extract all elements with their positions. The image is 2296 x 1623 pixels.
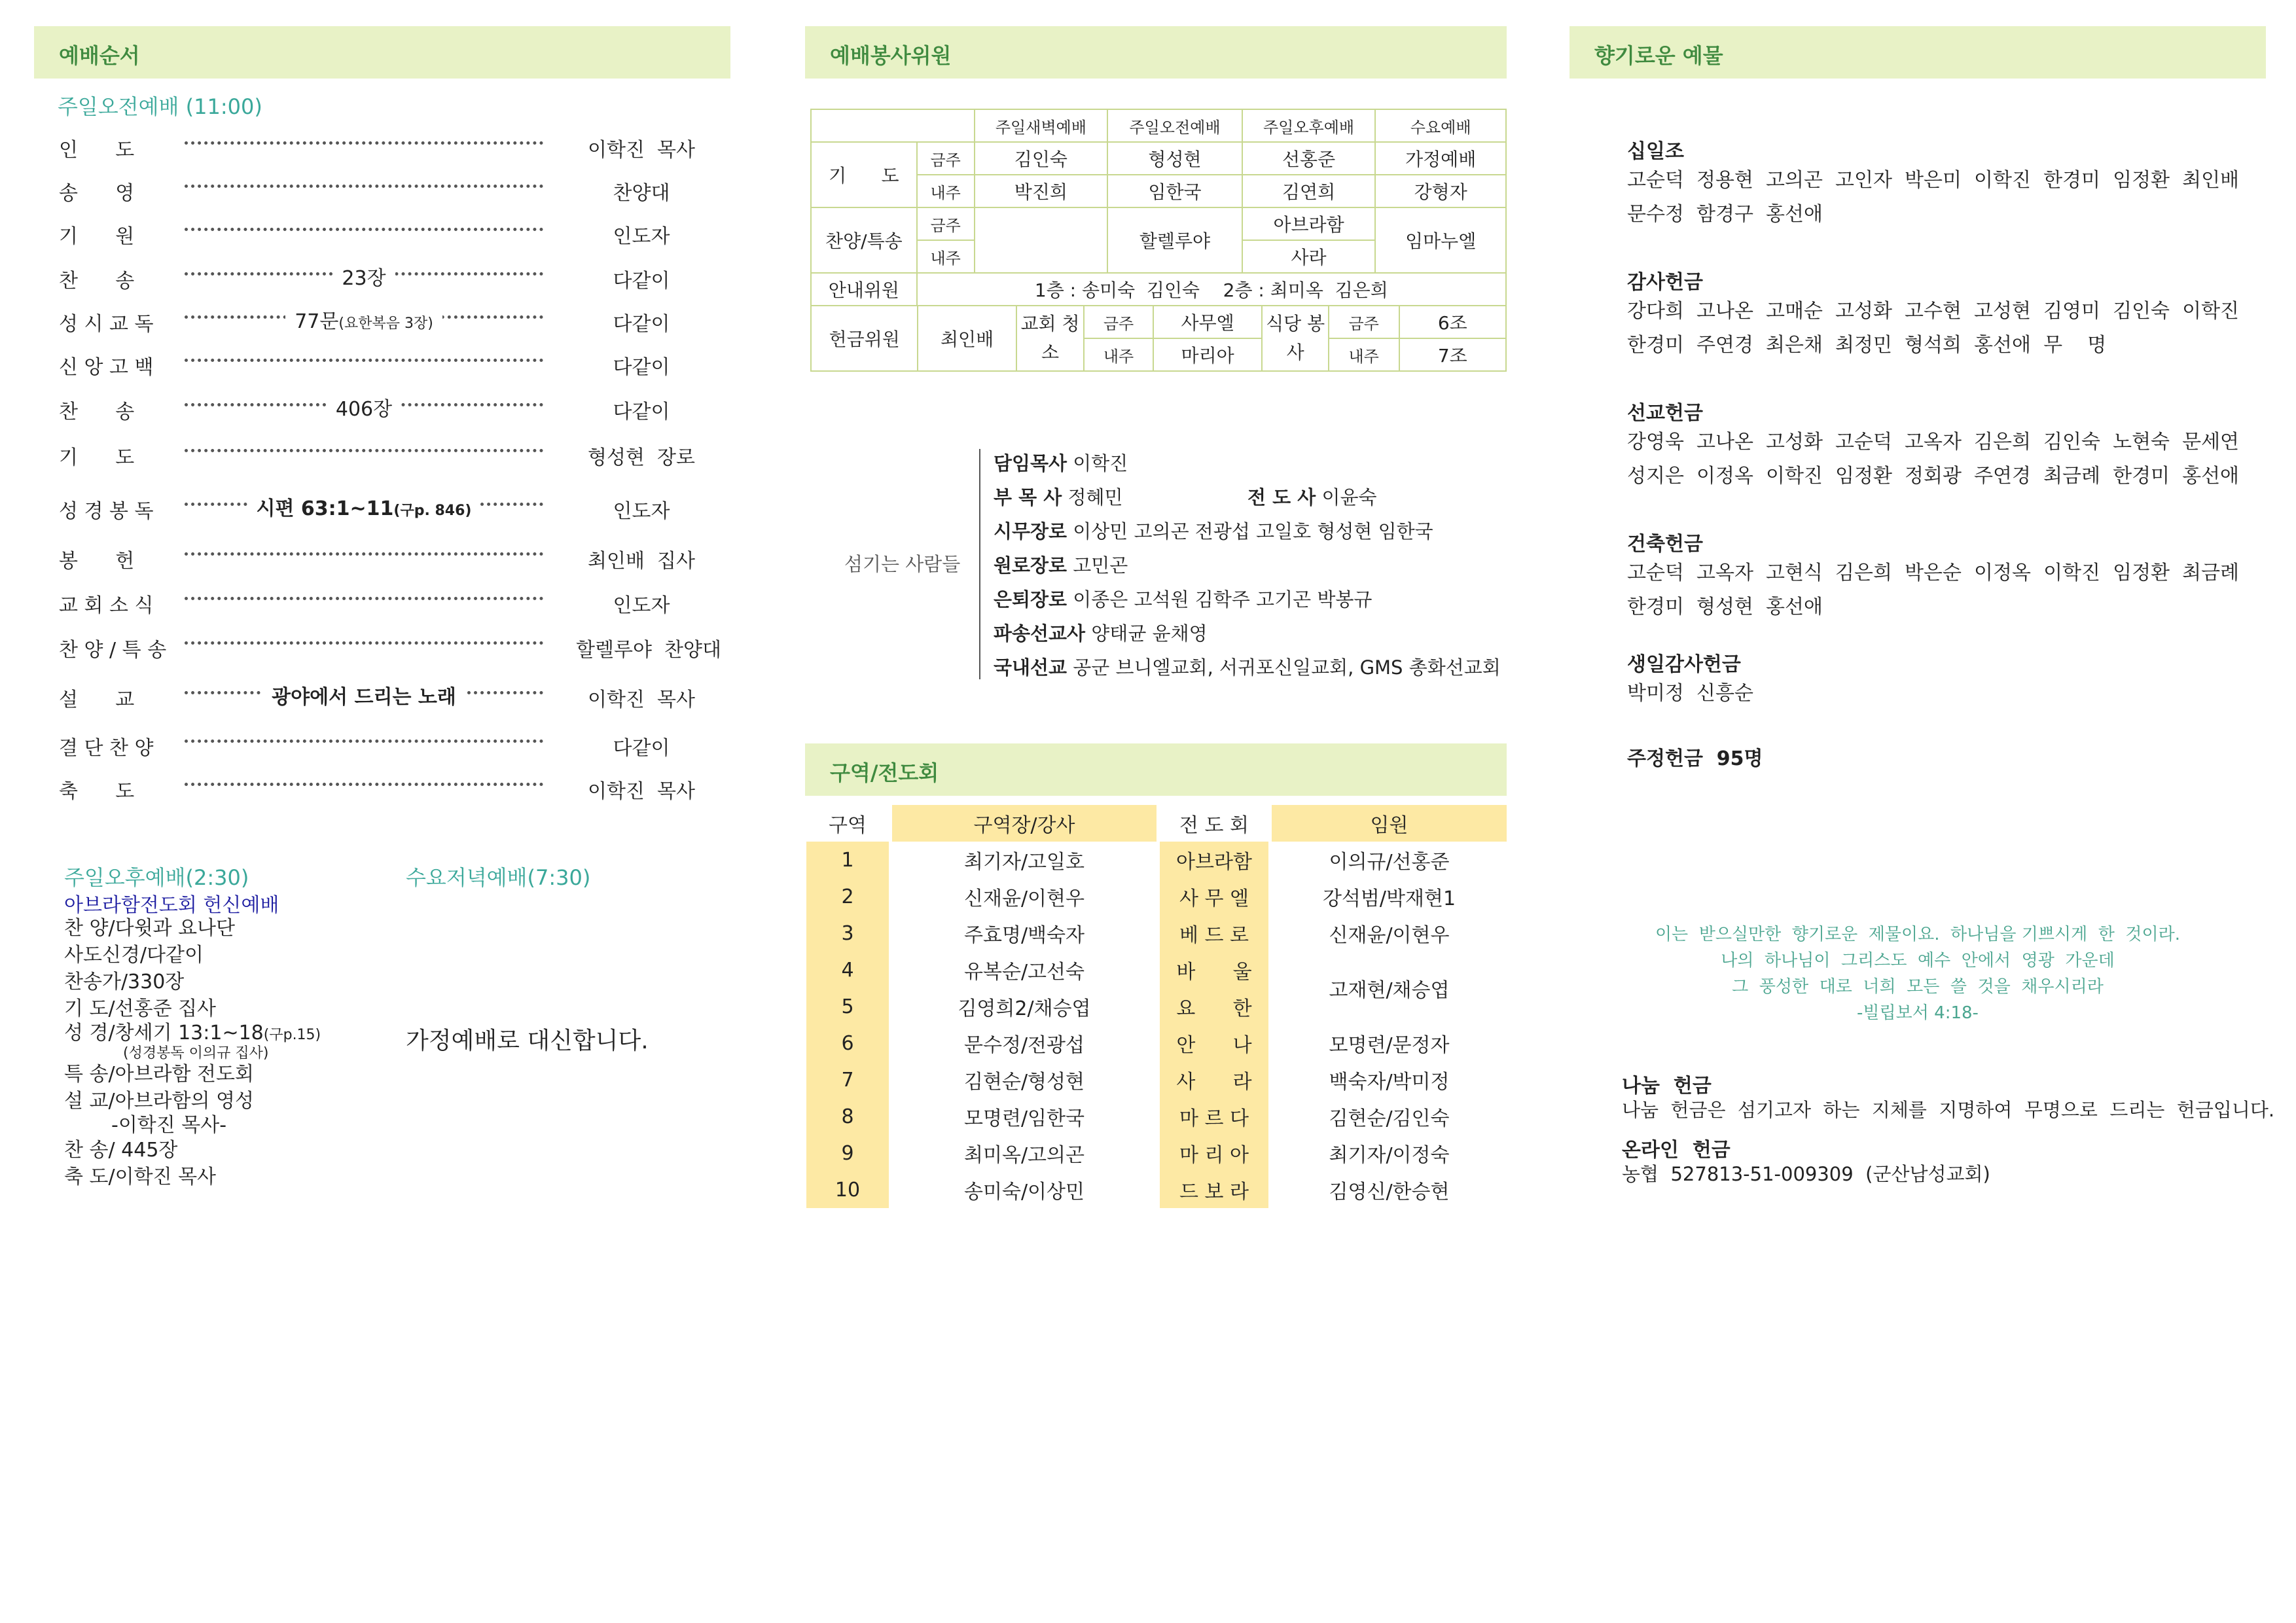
- col-header: 주일새벽예배: [975, 109, 1108, 142]
- order-row: [59, 348, 720, 381]
- online-offering-title: 온라인 헌금: [1622, 1139, 1731, 1162]
- order-label: 성 시 교 독: [59, 313, 154, 336]
- table-cell: 최인배: [918, 306, 1016, 370]
- people-row: 담임목사 이학진: [994, 452, 1128, 474]
- section-title: 예배순서: [59, 43, 140, 68]
- this-week: 금주: [1329, 306, 1399, 338]
- verse-line: 그 풍성한 대로 너희 모든 쓸 것을 채우시리라: [1732, 977, 2104, 997]
- guide-cell: 1층 : 송미숙 김인숙 2층 : 최미옥 김은희: [917, 273, 1506, 306]
- leader-dots: [185, 597, 543, 600]
- offering-block: [1627, 742, 2229, 771]
- district-group: 마 르 다: [1160, 1098, 1268, 1135]
- order-label: 찬 양 / 특 송: [59, 639, 167, 662]
- table-cell: 박진희: [975, 175, 1108, 207]
- district-officer: 김영신/한승현: [1329, 1181, 1450, 1204]
- district-officer: 김현순/김인숙: [1329, 1107, 1450, 1130]
- table-cell: 사무엘: [1153, 306, 1263, 338]
- district-leader: 송미숙/이상민: [964, 1181, 1085, 1204]
- district-number: 6: [806, 1025, 889, 1061]
- order-row: [59, 131, 720, 164]
- service-volunteers-table: [810, 109, 1507, 372]
- district-header: [805, 743, 1507, 796]
- col-header: 주일오후예배: [1242, 109, 1376, 142]
- order-person: 인도자: [613, 225, 670, 248]
- col-header: 구역: [829, 814, 867, 837]
- order-label: 기 도: [59, 446, 135, 469]
- verse-line: 나의 하나님이 그리스도 예수 안에서 영광 가운데: [1721, 951, 2115, 971]
- offering-title: 생일감사헌금: [1627, 653, 1741, 676]
- afternoon-line: 설 교/아브라함의 영성: [64, 1090, 254, 1113]
- leader-dots: [185, 359, 543, 362]
- order-person: 다같이: [613, 313, 670, 336]
- district-group: 사 라: [1160, 1061, 1268, 1098]
- offering-block: [1627, 135, 2240, 266]
- offering-title: 선교헌금: [1627, 402, 1703, 425]
- people-list: [994, 446, 1501, 685]
- afternoon-line: 찬송가/330장: [64, 971, 185, 993]
- offering-line: 박미정 신흥순: [1627, 682, 1753, 705]
- leader-dots: [185, 552, 543, 556]
- district-row: [806, 1171, 1507, 1208]
- order-person: 찬양대: [613, 182, 670, 205]
- order-row: [59, 174, 720, 207]
- order-person: 이학진 목사: [588, 780, 695, 803]
- table-cell: 형성현: [1107, 142, 1242, 175]
- order-row: 찬 송 406장 다같이: [59, 393, 720, 425]
- district-group: 드 보 라: [1160, 1171, 1268, 1208]
- district-number: 9: [806, 1135, 889, 1171]
- district-officer: 백숙자/박미정: [1329, 1071, 1450, 1094]
- district-leader: 최기자/고일호: [964, 851, 1085, 874]
- table-cell: 선홍준: [1242, 142, 1376, 175]
- col-header: 전 도 회: [1179, 814, 1249, 837]
- offering-title: 주정헌금 95명: [1627, 747, 1763, 770]
- order-label: 축 도: [59, 780, 135, 803]
- offering-line: 한경미 형성현 홍선애: [1627, 596, 1823, 618]
- afternoon-line: 사도신경/다같이: [64, 944, 204, 967]
- offering-block: [1627, 266, 2240, 397]
- order-person: 할렐루야 찬양대: [576, 639, 721, 662]
- district-officer: 고재현/채승엽: [1329, 979, 1450, 1002]
- offering-block: [1627, 648, 2229, 742]
- offering-block: [1627, 397, 2240, 527]
- order-label: 설 교: [59, 688, 135, 711]
- district-row: [806, 842, 1507, 878]
- offering-title: 건축헌금: [1627, 533, 1703, 556]
- district-number: 5: [806, 988, 889, 1025]
- verse-line: 이는 받으실만한 향기로운 제물이요. 하나님을 기쁘시게 한 것이라.: [1655, 925, 2181, 944]
- people-row: 부 목 사 정혜민 전 도 사 이윤숙: [994, 486, 1377, 508]
- afternoon-line: 특 송/아브라함 전도회: [64, 1063, 254, 1086]
- col-header: 수요예배: [1375, 109, 1506, 142]
- table-cell: 김인숙: [975, 142, 1108, 175]
- offering-line: 강다희 고나온 고매순 고성화 고수현 고성현 김영미 김인숙 이학진: [1627, 300, 2240, 323]
- offerings-list: [1627, 135, 2240, 771]
- order-row: 찬 송 23장 다같이: [59, 262, 720, 294]
- order-person: 이학진 목사: [588, 139, 695, 162]
- col-header: 주일오전예배: [1107, 109, 1242, 142]
- district-leader: 신재윤/이현우: [964, 887, 1085, 910]
- district-leader: 문수정/전광섭: [964, 1034, 1085, 1057]
- bible-verse: [1570, 921, 2266, 1026]
- table-cell: 할렐루야: [1107, 207, 1242, 273]
- order-row: [59, 438, 720, 471]
- district-group: 마 리 아: [1160, 1135, 1268, 1171]
- morning-service-title: 주일오전예배 (11:00): [58, 94, 262, 119]
- people-row: 시무장로 이상민 고의곤 전광섭 고일호 형성현 임한국: [994, 520, 1433, 543]
- district-group: 아브라함: [1160, 842, 1268, 878]
- table-cell: 마리아: [1153, 338, 1263, 370]
- district-table: [806, 805, 1507, 1208]
- wednesday-service-note: 가정예배로 대신합니다.: [406, 1027, 649, 1054]
- district-row: [806, 1025, 1507, 1061]
- people-row: 원로장로 고민곤: [994, 554, 1128, 577]
- afternoon-service-title: 주일오후예배(2:30): [64, 865, 249, 890]
- district-number: 7: [806, 1061, 889, 1098]
- district-group: 요 한: [1160, 988, 1268, 1025]
- order-row: [59, 586, 720, 619]
- share-offering-title: 나눔 헌금: [1622, 1075, 1712, 1097]
- leader-dots: [185, 185, 543, 188]
- district-group: 사 무 엘: [1160, 878, 1268, 915]
- afternoon-order-list: [64, 915, 321, 1190]
- table-cell: 7조: [1399, 338, 1506, 370]
- section-title: 예배봉사위원: [830, 43, 952, 68]
- people-row: 은퇴장로 이종은 고석원 김학주 고기곤 박봉규: [994, 588, 1372, 611]
- order-person: 인도자: [613, 594, 670, 617]
- order-label: 송 영: [59, 182, 135, 205]
- afternoon-service-subtitle: 아브라함전도회 헌신예배: [64, 894, 279, 917]
- share-offering-text: 나눔 헌금은 섬기고자 하는 지체를 지명하여 무명으로 드리는 헌금입니다.: [1622, 1099, 2275, 1121]
- leader-dots: [185, 783, 543, 786]
- next-week: 내주: [917, 240, 975, 273]
- offering-line: 성지은 이정옥 이학진 임정환 정회광 주연경 최금례 한경미 홍선애: [1627, 465, 2240, 488]
- district-number: 1: [806, 842, 889, 878]
- offering-line: 고순덕 정용현 고의곤 고인자 박은미 이학진 한경미 임정환 최인배: [1627, 169, 2240, 192]
- offerings-header: [1570, 26, 2266, 79]
- table-cell: 임한국: [1107, 175, 1242, 207]
- table-cell: 사라: [1242, 240, 1376, 273]
- row-label-prayer: 기 도: [811, 142, 917, 207]
- order-row: 성 시 교 독 77문(요한복음 3장) 다같이: [59, 305, 720, 338]
- this-week: 금주: [917, 207, 975, 240]
- next-week: 내주: [1084, 338, 1153, 370]
- district-number: 3: [806, 915, 889, 952]
- leader-dots: [185, 641, 543, 645]
- order-person: 이학진 목사: [588, 688, 695, 711]
- table-corner: [811, 109, 975, 142]
- order-row: [59, 729, 720, 762]
- afternoon-line: 축 도/이학진 목사: [64, 1166, 217, 1188]
- district-officer: 모명련/문정자: [1329, 1034, 1450, 1057]
- order-row: 성 경 봉 독 시편 63:1~11(구p. 846) 인도자: [59, 492, 720, 525]
- table-cell: 가정예배: [1375, 142, 1506, 175]
- district-row: [806, 1135, 1507, 1171]
- people-divider: [979, 449, 980, 679]
- offering-block: [1627, 527, 2240, 648]
- order-row: [59, 542, 720, 575]
- order-label: 찬 송: [59, 401, 135, 423]
- next-week: 내주: [1329, 338, 1399, 370]
- worship-order-header: [34, 26, 730, 79]
- table-cell: 6조: [1399, 306, 1506, 338]
- order-label: 교 회 소 식: [59, 594, 154, 617]
- district-row: [806, 1098, 1507, 1135]
- order-person: 인도자: [613, 500, 670, 523]
- district-group: 바 울: [1160, 952, 1268, 988]
- district-number: 8: [806, 1098, 889, 1135]
- service-volunteers-header: [805, 26, 1507, 79]
- district-row: [806, 878, 1507, 915]
- district-officer: 신재윤/이현우: [1329, 924, 1450, 947]
- people-label: 섬기는 사람들: [844, 553, 961, 575]
- order-person: 다같이: [613, 270, 670, 293]
- clean-label: 교회 청소: [1016, 306, 1085, 370]
- order-label: 신 앙 고 백: [59, 356, 154, 379]
- col-header: 임원: [1272, 805, 1507, 842]
- table-cell: [975, 207, 1108, 273]
- afternoon-line: 기 도/선홍준 집사: [64, 997, 217, 1020]
- leader-dots: [185, 141, 543, 145]
- order-row: [59, 217, 720, 250]
- district-row: [806, 952, 1507, 988]
- district-number: 4: [806, 952, 889, 988]
- offering-line: 강영욱 고나온 고성화 고순덕 고옥자 김은희 김인숙 노현숙 문세연: [1627, 431, 2240, 454]
- col-header: 구역장/강사: [892, 805, 1157, 842]
- district-row: [806, 915, 1507, 952]
- row-label-choir: 찬양/특송: [811, 207, 917, 273]
- district-number: 10: [806, 1171, 889, 1208]
- verse-line: -빌립보서 4:18-: [1857, 1003, 1979, 1023]
- district-leader: 김영희2/채승엽: [958, 997, 1091, 1020]
- order-person: 형성현 장로: [588, 446, 695, 469]
- offering-line: 문수정 함경구 홍선애: [1627, 203, 1823, 226]
- district-group: 안 나: [1160, 1025, 1268, 1061]
- district-number: 2: [806, 878, 889, 915]
- leader-dots: [185, 228, 543, 231]
- table-cell: 임마누엘: [1375, 207, 1506, 273]
- table-cell: 아브라함: [1242, 207, 1376, 240]
- leader-dots: [185, 740, 543, 743]
- people-row: 파송선교사 양태균 윤채영: [994, 622, 1208, 645]
- section-title: 구역/전도회: [830, 760, 939, 785]
- district-officer: 이의규/선홍준: [1329, 851, 1450, 874]
- order-label: 결 단 찬 양: [59, 737, 154, 760]
- row-label-offering: 헌금위원: [812, 306, 918, 370]
- order-person: 다같이: [613, 737, 670, 760]
- district-leader: 김현순/형성현: [964, 1071, 1085, 1094]
- table-cell: 강형자: [1375, 175, 1506, 207]
- order-row: [59, 631, 720, 664]
- order-row: [59, 772, 720, 805]
- wednesday-service-title: 수요저녁예배(7:30): [406, 865, 591, 890]
- order-label: 기 원: [59, 225, 135, 248]
- offering-title: 감사헌금: [1627, 271, 1703, 294]
- afternoon-reader: (성경봉독 이의규 집사): [123, 1045, 269, 1061]
- kitchen-label: 식당 봉사: [1262, 306, 1329, 370]
- afternoon-line: 찬 송/ 445장: [64, 1139, 178, 1162]
- district-leader: 유복순/고선숙: [964, 961, 1085, 984]
- district-row: [806, 1061, 1507, 1098]
- order-label: 인 도: [59, 139, 135, 162]
- order-label: 봉 헌: [59, 550, 135, 573]
- section-title: 향기로운 예물: [1594, 43, 1723, 68]
- order-person: 최인배 집사: [588, 550, 695, 573]
- online-offering-text: 농협 527813-51-009309 (군산남성교회): [1622, 1163, 1990, 1185]
- offering-title: 십일조: [1627, 140, 1684, 163]
- leader-dots: [185, 449, 543, 452]
- offering-line: 한경미 주연경 최은채 최정민 형석희 홍선애 무 명: [1627, 334, 2107, 357]
- offering-line: 고순덕 고옥자 고현식 김은희 박은순 이정옥 이학진 임정환 최금례: [1627, 562, 2240, 584]
- district-leader: 최미옥/고의곤: [964, 1144, 1085, 1167]
- order-label: 성 경 봉 독: [59, 500, 154, 523]
- table-cell: 김연희: [1242, 175, 1376, 207]
- this-week: 금주: [1084, 306, 1153, 338]
- order-label: 찬 송: [59, 270, 135, 293]
- district-leader: 모명련/임한국: [964, 1107, 1085, 1130]
- afternoon-scripture: 성 경/창세기 13:1~18(구p.15): [64, 1022, 321, 1044]
- afternoon-line: 찬 양/다윗과 요나단: [64, 917, 236, 940]
- people-row: 국내선교 공군 브니엘교회, 서귀포신일교회, GMS 총화선교회: [994, 656, 1501, 679]
- order-person: 다같이: [613, 401, 670, 423]
- row-label-guide: 안내위원: [811, 273, 917, 306]
- order-row: 설 교 광야에서 드리는 노래 이학진 목사: [59, 681, 720, 713]
- district-group: 베 드 로: [1160, 915, 1268, 952]
- order-person: 다같이: [613, 356, 670, 379]
- next-week: 내주: [917, 175, 975, 207]
- district-officer: 강석범/박재현1: [1322, 887, 1456, 910]
- district-officer: 최기자/이정숙: [1329, 1144, 1450, 1167]
- offering-row: [811, 306, 1506, 371]
- afternoon-line: -이학진 목사-: [111, 1114, 227, 1137]
- this-week: 금주: [917, 142, 975, 175]
- district-leader: 주효명/백숙자: [964, 924, 1085, 947]
